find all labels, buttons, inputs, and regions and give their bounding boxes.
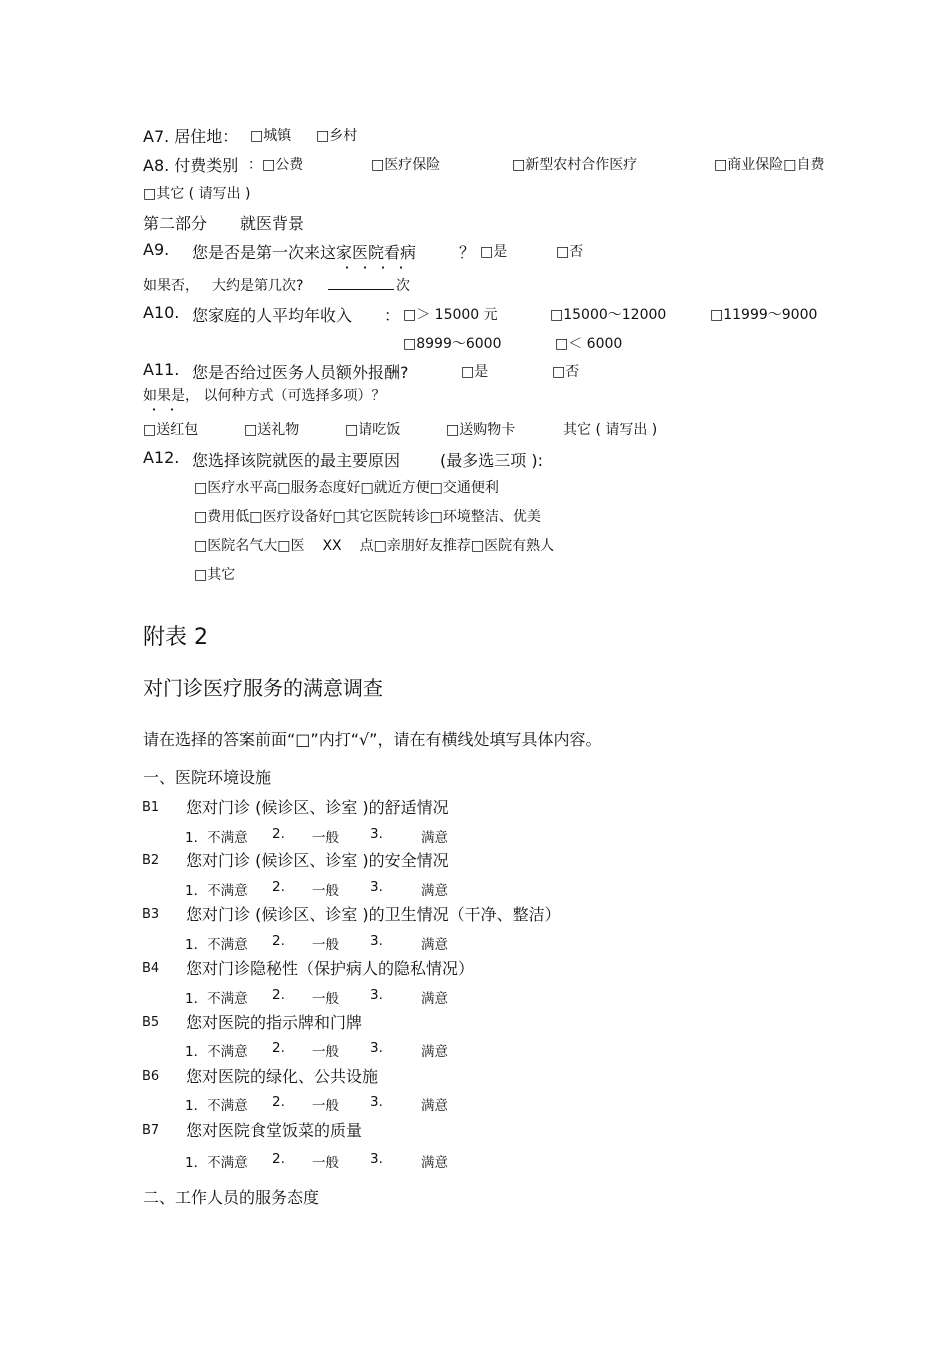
a9-question-text: 您是否是第一次来这 [192,243,337,262]
a11-option-no[interactable]: □否 [552,364,580,380]
a11-option-meal[interactable]: □请吃饭 [345,422,401,438]
a9-visit-count-unit: 次 [396,278,410,294]
a11-followup [143,385,385,405]
item-b3-scale-o5: 满意 [421,937,448,953]
appendix-subtitle: 对门诊医疗服务的满意调查 [143,676,383,700]
a12-options-line3[interactable] [194,535,554,555]
item-b3-scale-o1[interactable]: 1．不满意 [185,937,248,953]
a7-option-town[interactable]: □城镇 [250,128,292,144]
item-b6-scale-o5: 满意 [421,1098,448,1114]
a10-number: A10. [143,303,180,322]
a12-options-line2[interactable]: □费用低□医疗设备好□其它医院转诊□环境整洁、优美 [194,509,541,525]
item-code-b4: B4 [142,961,160,976]
item-code-b5: B5 [142,1015,160,1030]
a9-question-emphasis: 家医院看病 [336,240,416,263]
a11-option-other[interactable]: 其它 ( 请写出 ) [563,422,658,438]
item-b5-scale-o2[interactable]: 2. [272,1040,285,1056]
a9-question-mark: ？ [459,243,476,262]
item-code-b7: B7 [142,1123,160,1138]
a10-option-8999-6000[interactable]: □8999～6000 [403,336,502,352]
item-b6-scale-o1[interactable]: 1．不满意 [185,1098,248,1114]
a9-question [192,240,416,263]
item-question-b6: 您对医院的绿化、公共设施 [186,1067,379,1086]
item-code-b6: B6 [142,1069,160,1084]
a8-option-medical-insurance[interactable]: □医疗保险 [371,157,441,173]
a8-option-commercial-self[interactable]: □商业保险□自费 [714,157,825,173]
a8-option-other[interactable]: □其它 ( 请写出 ) [143,186,251,202]
item-b5-scale-o5: 满意 [421,1044,448,1060]
item-b1-scale-o5: 满意 [421,830,448,846]
item-b1-scale-o3: 一般 [312,830,339,846]
item-b4-scale-o4[interactable]: 3. [370,987,383,1003]
a11-followup-text: ， 以何种方式（可选择多项）？ [185,388,386,404]
a12-option-fame-text: □医院名气大□医 [194,538,305,554]
part2-title: 第二部分 [143,214,208,233]
item-b2-scale-o1[interactable]: 1．不满意 [185,883,248,899]
a9-visit-count-field[interactable] [328,275,410,295]
item-b4-scale-o5: 满意 [421,991,448,1007]
a12-options-line1[interactable]: □医疗水平高□服务态度好□就近方便□交通便利 [194,480,499,496]
item-code-b3: B3 [142,907,160,922]
a11-followup-emphasis: 如果是 [143,385,185,405]
a10-option-15000-12000[interactable]: □15000～12000 [550,307,667,323]
a11-option-gift[interactable]: □送礼物 [244,422,300,438]
item-b2-scale-o4[interactable]: 3. [370,879,383,895]
item-question-b1: 您对门诊 (候诊区、诊室 )的舒适情况 [186,798,449,817]
item-b3-scale-o3: 一般 [312,937,339,953]
a10-question: 您家庭的人平均年收入 [192,306,353,325]
a11-option-yes[interactable]: □是 [461,364,489,380]
a9-option-yes[interactable]: □是 [480,244,508,260]
a9-followup-question: 大约是第几次? [212,278,304,294]
a10-option-over-15000[interactable]: □＞ 15000 元 [403,307,498,323]
a10-colon: ： [384,306,401,325]
item-b5-scale-o4[interactable]: 3. [370,1040,383,1056]
part2-subtitle: 就医背景 [240,214,305,233]
a12-option-recommend-text: 点□亲朋好友推荐□医院有熟人 [359,538,555,554]
appendix-instruction: 请在选择的答案前面“□”内打“√”，请在有横线处填写具体内容。 [143,730,602,749]
item-b2-scale-o5: 满意 [421,883,448,899]
item-b7-scale-o5: 满意 [421,1155,448,1171]
item-b1-scale-o4[interactable]: 3. [370,826,383,842]
a12-option-xx-text: XX [322,538,342,554]
item-b3-scale-o2[interactable]: 2. [272,933,285,949]
a9-number: A9. [143,240,170,259]
item-b5-scale-o3: 一般 [312,1044,339,1060]
item-b6-scale-o3: 一般 [312,1098,339,1114]
a12-option-other[interactable]: □其它 [194,567,236,583]
item-b4-scale-o2[interactable]: 2. [272,987,285,1003]
item-question-b4: 您对门诊隐秘性（保护病人的隐私情况） [186,959,475,978]
a12-number: A12. [143,448,180,467]
a8-option-rural-cooperative[interactable]: □新型农村合作医疗 [512,157,638,173]
item-b1-scale-o1[interactable]: 1．不满意 [185,830,248,846]
item-question-b3: 您对门诊 (候诊区、诊室 )的卫生情况（干净、整洁） [186,905,561,924]
item-b4-scale-o1[interactable]: 1．不满意 [185,991,248,1007]
a11-question: 您是否给过医务人员额外报酬? [192,363,409,382]
a12-note: (最多选三项 ): [440,451,543,470]
a7-label: A7. 居住地： [143,127,239,146]
item-b3-scale-o4[interactable]: 3. [370,933,383,949]
item-b4-scale-o3: 一般 [312,991,339,1007]
a8-label: A8. 付费类别 [143,156,239,175]
a11-option-red-envelope[interactable]: □送红包 [143,422,199,438]
item-question-b7: 您对医院食堂饭菜的质量 [186,1121,363,1140]
item-b7-scale-o3: 一般 [312,1155,339,1171]
a8-option-public[interactable]: ：□公费 [248,157,304,173]
item-b5-scale-o1[interactable]: 1．不满意 [185,1044,248,1060]
item-code-b1: B1 [142,800,160,815]
item-b1-scale-o2[interactable]: 2. [272,826,285,842]
appendix-title: 附表 2 [143,625,208,650]
a9-option-no[interactable]: □否 [556,244,584,260]
item-b7-scale-o2[interactable]: 2. [272,1151,285,1167]
a11-option-shopping-card[interactable]: □送购物卡 [446,422,516,438]
a9-followup-label: 如果否， [143,278,199,294]
item-b6-scale-o2[interactable]: 2. [272,1094,285,1110]
a12-question: 您选择该院就医的最主要原因 [192,451,401,470]
a11-number: A11. [143,360,180,379]
item-b2-scale-o3: 一般 [312,883,339,899]
item-code-b2: B2 [142,853,160,868]
a10-option-11999-9000[interactable]: □11999～9000 [710,307,818,323]
item-b7-scale-o1[interactable]: 1．不满意 [185,1155,248,1171]
a7-option-village[interactable]: □乡村 [316,128,358,144]
section-environment-heading: 一、医院环境设施 [143,768,272,787]
a10-option-under-6000[interactable]: □＜ 6000 [555,336,623,352]
item-question-b2: 您对门诊 (候诊区、诊室 )的安全情况 [186,851,449,870]
item-b2-scale-o2[interactable]: 2. [272,879,285,895]
item-b7-scale-o4[interactable]: 3. [370,1151,383,1167]
a9-visit-count-blank[interactable] [328,275,394,290]
section-staff-attitude-heading: 二、工作人员的服务态度 [143,1188,320,1207]
item-b6-scale-o4[interactable]: 3. [370,1094,383,1110]
item-question-b5: 您对医院的指示牌和门牌 [186,1013,363,1032]
